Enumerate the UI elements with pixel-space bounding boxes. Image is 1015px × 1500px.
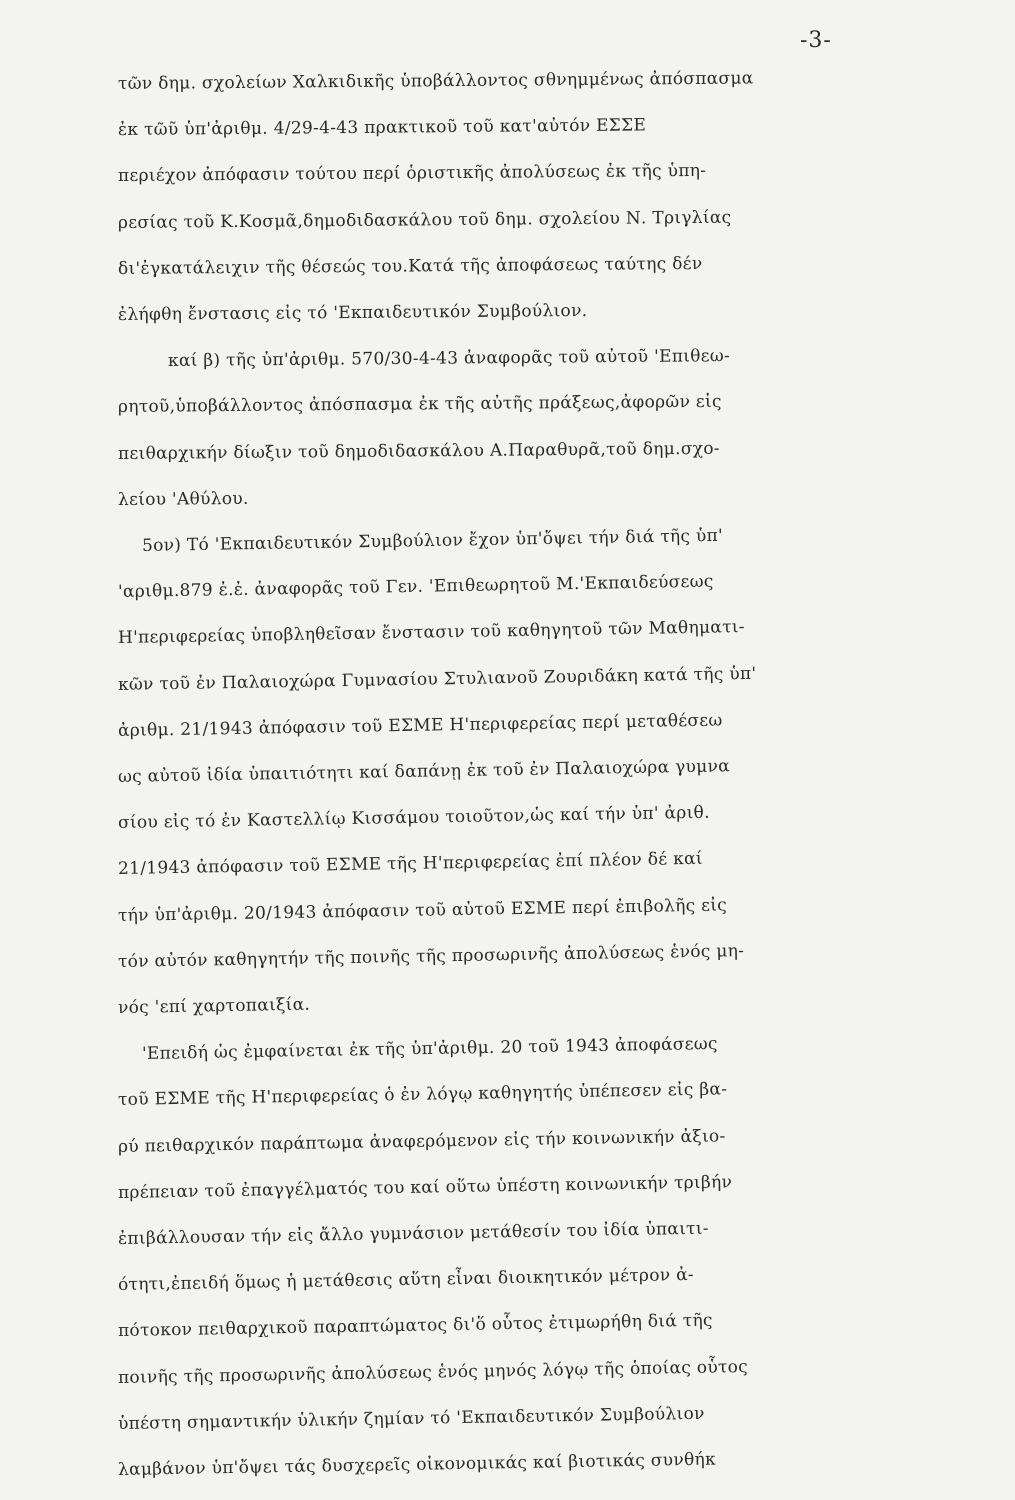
- text-line: ρεσίας τοῦ Κ.Κοσμᾶ,δημοδιδασκάλου τοῦ δημ. σχολείου Ν. Τριγλίας: [117, 207, 732, 233]
- text-line: 'αριθμ.879 ἐ.ἐ. ἀναφορᾶς τοῦ Γεν. 'Επιθεωρητοῦ Μ.'Εκπαιδεύσεως: [117, 571, 714, 602]
- text-line: ρύ πειθαρχικόν παράπτωμα ἀναφερόμενον εἰς τήν κοινωνικήν ἀξιο-: [117, 1126, 726, 1157]
- text-line: ἐλήφθη ἔνστασις εἰς τό 'Εκπαιδευτικόν Συμβούλιον.: [117, 300, 588, 325]
- text-line: ὑπέστη σημαντικήν ὑλικήν ζημίαν τό 'Εκπαιδευτικόν Συμβούλιον: [117, 1403, 705, 1434]
- text-line: δι'ἐγκατάλειχιν τῆς θέσεώς του.Κατά τῆς ἀποφάσεως ταύτης δέν: [117, 253, 703, 279]
- text-line: πότοκον πειθαρχικοῦ παραπτώματος δι'ὅ οὗτος ἐτιμωρήθη διά τῆς: [117, 1310, 713, 1341]
- text-line: σίου εἰς τό ἐν Καστελλίῳ Κισσάμου τοιοῦτον,ὡς καί τήν ὑπ' ἀριθ.: [117, 802, 710, 833]
- text-line: ποινῆς τῆς προσωρινῆς ἀπολύσεως ἑνός μηνός λόγῳ τῆς ὁποίας οὗτος: [117, 1357, 749, 1388]
- text-line: 5ον) Τό 'Εκπαιδευτικόν Συμβούλιον ἔχον ὑπ'ὄψει τήν διά τῆς ὑπ': [141, 525, 724, 556]
- text-line: ἐκ τῶῦ ὑπ'ἀριθμ. 4/29-4-43 πρακτικοῦ τοῦ κατ'αὐτόν ΕΣΣΕ: [117, 115, 647, 140]
- text-line: ἐπιβάλλουσαν τήν εἰς ἄλλο γυμνάσιον μετάθεσίν του ἰδία ὑπαιτι-: [117, 1218, 709, 1249]
- text-line: λείου 'Αθύλου.: [117, 488, 249, 510]
- text-line: πειθαρχικήν δίωξιν τοῦ δημοδιδασκάλου Α.Παραθυρᾶ,τοῦ δημ.σχο-: [117, 438, 720, 464]
- text-line: κῶν τοῦ ἐν Παλαιοχώρα Γυμνασίου Στυλιανοῦ Ζουριδάκη κατά τῆς ὑπ': [117, 663, 757, 695]
- text-line: καί β) τῆς ὑπ'ἀριθμ. 570/30-4-43 ἀναφορᾶς τοῦ αὐτοῦ 'Επιθεω-: [167, 346, 731, 371]
- text-line: ἀριθμ. 21/1943 ἀπόφασιν τοῦ ΕΣΜΕ Η'περιφερείας περί μεταθέσεω: [117, 710, 723, 741]
- text-line: τῶν δημ. σχολείων Χαλκιδικῆς ὑποβάλλοντος σθνημμένως ἀπόσπασμα: [117, 68, 754, 94]
- text-line: ότητι,ἐπειδή ὅμως ἡ μετάθεσις αὕτη εἶναι διοικητικόν μέτρον ἀ-: [117, 1264, 695, 1295]
- text-line: Η'περιφερείας ὑποβληθεῖσαν ἔνστασιν τοῦ καθηγητοῦ τῶν Μαθηματι-: [117, 617, 746, 648]
- page-number: -3-: [800, 28, 832, 53]
- text-line: τόν αὐτόν καθηγητήν τῆς ποινῆς τῆς προσωρινῆς ἀπολύσεως ἑνός μη-: [117, 941, 745, 972]
- text-line: λαμβάνον ὑπ'ὄψει τάς δυσχερεῖς οἰκονομικάς καί βιοτικάς συνθήκ: [117, 1449, 717, 1480]
- text-line: 'Επειδή ὡς ἐμφαίνεται ἐκ τῆς ὑπ'ἀριθμ. 20 τοῦ 1943 ἀποφάσεως: [141, 1033, 718, 1064]
- text-line: 21/1943 ἀπόφασιν τοῦ ΕΣΜΕ τῆς Η'περιφερείας ἐπί πλέον δέ καί: [117, 848, 703, 879]
- text-line: νός 'επί χαρτοπαιξία.: [117, 994, 311, 1018]
- text-line: τοῦ ΕΣΜΕ τῆς Η'περιφερείας ὁ ἐν λόγῳ καθηγητής ὑπέπεσεν εἰς βα-: [117, 1079, 728, 1110]
- text-line: τήν ὑπ'ἀριθμ. 20/1943 ἀπόφασιν τοῦ αὐτοῦ ΕΣΜΕ περί ἐπιβολῆς εἰς: [117, 895, 728, 926]
- text-line: πρέπειαν τοῦ ἐπαγγέλματός του καί οὕτω ὑπέστη κοινωνικήν τριβήν: [117, 1172, 733, 1203]
- text-line: ως αὐτοῦ ἰδία ὑπαιτιότητι καί δαπάνῃ ἐκ τοῦ ἐν Παλαιοχώρα γυμνα: [117, 756, 731, 787]
- text-line: περιέχον ἀπόφασιν τούτου περί ὁριστικῆς ἀπολύσεως ἐκ τῆς ὑπη-: [117, 160, 707, 186]
- text-line: ρητοῦ,ὑποβάλλοντος ἀπόσπασμα ἐκ τῆς αὐτῆς πράξεως,ἀφορῶν εἰς: [117, 391, 722, 417]
